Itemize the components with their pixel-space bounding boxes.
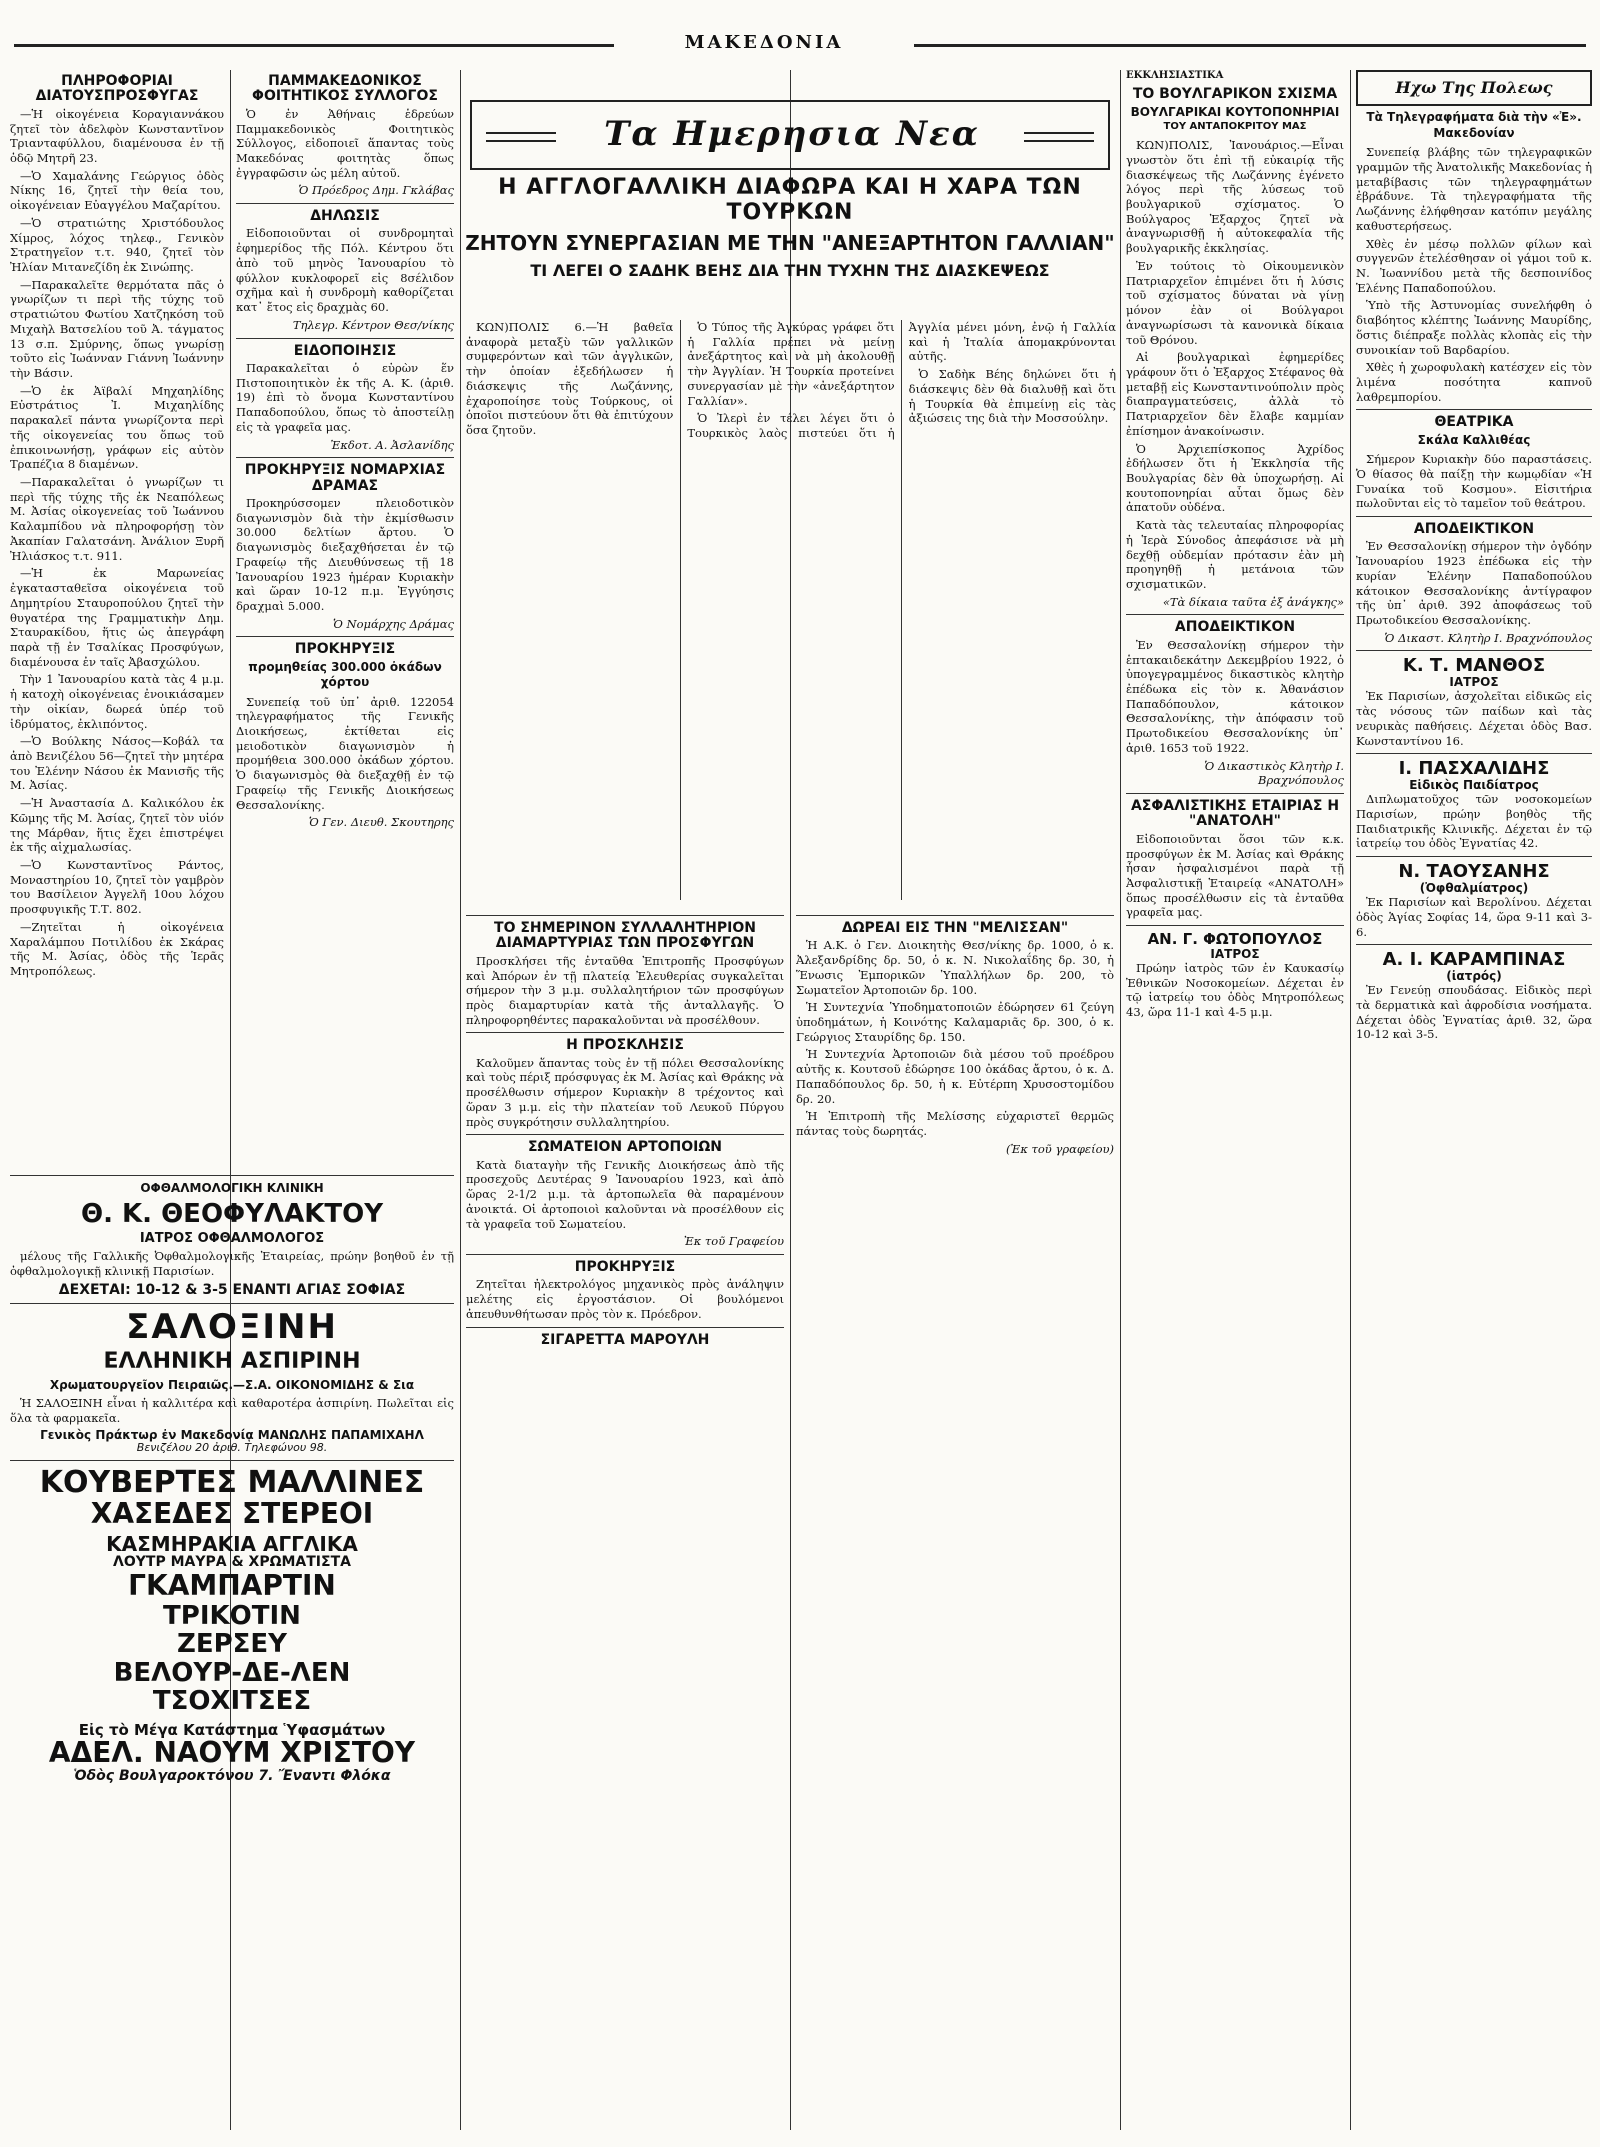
paragraph: Κατὰ τὰς τελευταίας πληροφορίας ἡ Ἱερὰ Σύνοδος ἀπεφάσισε νὰ μὴ δεχθῇ οὐδεμίαν πρότασιν ἐὰν μὴ προηγηθῇ ἡ μετάνοια τῶν σχισματικῶν. — [1126, 518, 1344, 592]
ad-blankets: ΛΟΥΤΡ ΜΑΥΡΑ & ΧΡΩΜΑΤΙΣΤΑ — [113, 1554, 351, 1571]
main-headline — [460, 175, 1120, 280]
ad-doctor-name: Ι. ΠΑΣΧΑΛΙΔΗΣ — [1398, 758, 1550, 780]
column-notices — [236, 70, 454, 1160]
column-rule — [1350, 70, 1351, 2130]
paragraph: ΚΩΝ)ΠΟΛΙΣ, Ἰανουάριος.—Εἶναι γνωστὸν ὅτι ἐπὶ τῇ εὐκαιρίᾳ τῆς διασκέψεως τῆς Λωζάννης ἐγένετο λόγος περὶ τῆς λύσεως τοῦ βουλγαρικοῦ σχίσματος. Ὁ Βούλγαρος Ἐξαρχος ζητεῖ νὰ ἀναγνωρισθῇ ἡ αὐτοκεφαλία τῆς βουλγαρικῆς ἐκκλησίας. — [1126, 138, 1344, 256]
section-title: ΔΩΡΕΑΙ ΕΙΣ ΤΗΝ "ΜΕΛΙΣΣΑΝ" — [841, 920, 1069, 936]
paragraph: —Παρακαλεῖται ὁ γνωρίζων τι περὶ τῆς τύχης τῆς ἐκ Νεαπόλεως Μ. Ἀσίας οἰκογενείας τοῦ Ἰωάννου Καλαμπίδου νὰ πληροφορήσῃ τὸν Ἀκαπίαν Γαλατσάνη. Ἀνάλιον Ξυρῆ Ἠλιάσκος τ.τ. 911. — [10, 475, 224, 563]
section-banner: Ηχω Της Πολεως — [1356, 70, 1592, 106]
paragraph: —Παρακαλεῖτε θερμότατα πᾶς ὁ γνωρίζων τι περὶ τῆς τύχης τοῦ στρατιώτου Φωτίου Χατζηκόση τοῦ Μιχαὴλ Βατσελίου τοῦ Ἀ. τάγματος 13 σ.π. Σμύρνης, ὅπως γνωρίσῃ τοῦτο εἰς Ἰωάνναν Γιάννη Ἰωάννην τὴν Βάσιν. — [10, 277, 224, 380]
paragraph: —Ἡ ἐκ Μαρωνείας ἐγκατασταθεῖσα οἰκογένεια τοῦ Δημητρίου Σταυροπούλου ζητεῖ τὴν θυγατέρα της Γραμματικὴν Δημ. Σταυρακίδου, ἥτις ὡς ἀπεγράφη παρὰ τῇ ἐν Τσαλίκας Προσφύγων, διαμένουσα ἐν ταῖς Ἀβασχώλου. — [10, 566, 224, 669]
section-title: ΠΛΗΡΟΦΟΡΙΑΙ ΔΙΑΤΟΥΣΠΡΟΣΦΥΓΑΣ — [35, 73, 199, 105]
section-label: ΕΚΚΛΗΣΙΑΣΤΙΚΑ — [1126, 70, 1224, 81]
section-title: ΣΩΜΑΤΕΙΟΝ ΑΡΤΟΠΟΙΩΝ — [527, 1139, 723, 1156]
paragraph: Σήμερον Κυριακὴν δύο παραστάσεις. Ὁ θίασος θὰ παίξῃ τὴν κωμῳδίαν «Ἡ Γυναίκα τοῦ Κοσμου». Εἰσιτήρια πωλοῦνται εἰς τὸ ταμεῖον τοῦ θεάτρου. — [1356, 452, 1592, 511]
section-title: ΑΠΟΔΕΙΚΤΙΚΟΝ — [1413, 521, 1535, 538]
signature: Ἐκ τοῦ Γραφείου — [683, 1234, 784, 1249]
paragraph: Ὁ Τύπος τῆς Ἀγκύρας γράφει ὅτι ἡ Γαλλία πρέπει νὰ μείνῃ ἀνεξάρτητος καὶ νὰ μὴ ἀκολουθῇ τὴν Ἀγγλίαν. Ἡ Τουρκία προτείνει συνεργασίαν μὲ τὴν «ἀνεξάρτητον Γαλλίαν». — [687, 320, 895, 408]
signature: Ὁ Δικαστ. Κλητὴρ Ι. Βραχνόπουλος — [1384, 630, 1592, 645]
ornament — [1024, 132, 1094, 142]
signature: Ὁ Γεν. Διευθ. Σκουτηρης — [308, 815, 454, 830]
paragraph: ΚΩΝ)ΠΟΛΙΣ 6.—Ἡ βαθεῖα ἀναφορὰ μεταξὺ τῶν γαλλικῶν συμφερόντων καὶ τῶν ἀγγλικῶν, τὴν ὁποίαν ἐξεδήλωσεν ἡ διάσκεψις τῆς Λωζάννης, ἐχαροποίησε τοὺς Τούρκους, οἱ ὁποῖοι πιστεύουν ὅτι θὰ ἐπιτύχουν ὅσα ζητοῦν. — [466, 320, 674, 438]
ad-doctor-text: μέλους τῆς Γαλλικῆς Ὀφθαλμολογικῆς Ἑταιρείας, πρώην βοηθοῦ ἐν τῇ ὀφθαλμολογικῇ κλινικῇ Παρισίων. — [10, 1249, 454, 1278]
section-title: ΤΟ ΣΗΜΕΡΙΝΟΝ ΣΥΛΛΑΛΗΤΗΡΙΟΝ ΔΙΑΜΑΡΤΥΡΙΑΣ ΤΩΝ ΠΡΟΣΦΥΓΩΝ — [494, 920, 756, 952]
ad-doctor-title: Εἰδικὸς Παιδίατρος — [1409, 778, 1539, 793]
paragraph: —Ὁ Βούλκης Νάσος—Κοβάλ τα ἀπὸ Βενιζέλου 56—ζητεῖ τὴν μητέρα του Ἐλένην Νάσου ἐκ Μανισῆς τῆς Μ. Ἀσίας. — [10, 734, 224, 793]
section-title: ΔΗΛΩΣΙΣ — [310, 208, 380, 225]
section-title: ΠΡΟΚΗΡΥΞΙΣ — [294, 641, 396, 658]
paragraph: Ἡ Συντεχνία Ἀρτοποιῶν διὰ μέσου τοῦ προέδρου αὐτῆς κ. Κουτσοῦ ἐδώρησε 100 ὀκάδας ἄρτου, ὁ κ. Δ. Παπαδόπουλος δρ. 50, ἡ κ. Εὐτέρπη Χρυσοστομίδου δρ. 20. — [796, 1047, 1114, 1106]
headline-main: Η ΑΓΓΛΟΓΑΛΛΙΚΗ ΔΙΑΦΩΡΑ ΚΑΙ Η ΧΑΡΑ ΤΩΝ ΤΟΥΡΚΩΝ — [498, 175, 1082, 225]
paragraph: Χθὲς ἡ χωροφυλακὴ κατέσχεν εἰς τὸν λιμένα ποσότητα καπνοῦ λαθρεμπορίου. — [1356, 360, 1592, 404]
paragraph: Αἱ βουλγαρικαὶ ἐφημερίδες γράφουν ὅτι ὁ Ἐξαρχος Στέφανος θὰ μεταβῇ εἰς Κωνσταντινούπολιν πρὸς διαπραγματεύσεις, ἀλλὰ τὸ Πατριαρχεῖον δὲν ἔλαβε καμμίαν ἐπίσημον ἀνακοίνωσιν. — [1126, 350, 1344, 438]
ad-owner: ΑΔΕΛ. ΝΑΟΥΜ ΧΡΙΣΤΟΥ — [48, 1736, 416, 1770]
paragraph: Πρώην ἰατρὸς τῶν ἐν Καυκασίῳ Ἐθνικῶν Νοσοκομείων. Δέχεται ἐν τῷ ἰατρείῳ του ὁδὸς Μητροπόλεως 43, ὥρα 11-1 καὶ 4-5 μ.μ. — [1126, 960, 1344, 1019]
column-rule — [1120, 70, 1121, 2130]
ornament — [486, 132, 556, 142]
column-ecclesiastical — [1126, 70, 1344, 2130]
signature: Ὁ Νομάρχης Δράμας — [333, 616, 454, 631]
paragraph: Συνεπείᾳ τοῦ ὑπ᾽ ἀριθ. 122054 τηλεγραφήματος τῆς Γενικῆς Διοικήσεως, ἐκτίθεται εἰς μειοδοτικὸν διαγωνισμὸν ἡ προμήθεια 300.000 ὀκάδων χόρτου. Ὁ διαγωνισμὸς θὰ διεξαχθῇ ἐν τῷ Γραφείῳ τῆς Γενικῆς Διοικήσεως Θεσσαλονίκης. — [236, 694, 454, 812]
section-title: ΘΕΑΤΡΙΚΑ — [1434, 414, 1514, 431]
section-title: ΑΠΟΔΕΙΚΤΙΚΟΝ — [1174, 619, 1296, 636]
section-title: ΕΙΔΟΠΟΙΗΣΙΣ — [293, 342, 397, 359]
ad-owner-address: Ὁδὸς Βουλγαροκτόνου 7. Ἔναντι Φλόκα — [73, 1768, 391, 1785]
section-title: ΠΑΜΜΑΚΕΔΟΝΙΚΟΣ ΦΟΙΤΗΤΙΚΟΣ ΣΥΛΛΟΓΟΣ — [252, 73, 438, 105]
ad-factory: Χρωματουργεῖον Πειραιῶς.—Σ.Α. ΟΙΚΟΝΟΜΙΔΗΣ & Σια — [49, 1377, 415, 1392]
paragraph: Προσκλήσει τῆς ἐνταῦθα Ἐπιτροπῆς Προσφύγων καὶ Ἀπόρων ἐν τῇ πλατείᾳ Ἐλευθερίας συγκαλεῖται σήμερον τὴν 3 μ.μ. συλλαλητήριον τῶν προσφύγων πρὸς διαμαρτυρίαν κατὰ τῆς ἀνταλλαγῆς. Ὁ πληροφορηθέντες παρακαλοῦνται νὰ προσέλθουν. — [466, 953, 784, 1027]
signature: Ὁ Δικαστικὸς Κλητὴρ Ι. Βραχνόπουλος — [1204, 758, 1344, 788]
section-subtitle: Σκάλα Καλλιθέας — [1417, 432, 1531, 447]
section-title: ΑΣΦΑΛΙΣΤΙΚΗΣ ΕΤΑΙΡΙΑΣ Η "ΑΝΑΤΟΛΗ" — [1130, 798, 1340, 830]
ad-doctor-title: ΙΑΤΡΟΣ — [1449, 675, 1499, 690]
section-subtitle: Τὰ Τηλεγραφήματα διὰ τὴν «Ἐ». Μακεδονίαν — [1366, 110, 1582, 140]
ad-aspirini: ΕΛΛΗΝΙΚΗ ΑΣΠΙΡΙΝΗ — [103, 1349, 361, 1375]
paragraph: Ἡ Ἐπιτροπὴ τῆς Μελίσσης εὐχαριστεῖ θερμῶς πάντας τοὺς δωρητάς. — [796, 1109, 1114, 1139]
paragraph: —Ὁ Χαμαλάνης Γεώργιος ὁδὸς Νίκης 16, ζητεῖ τὴν θεία του, οἰκογένειαν Εὐαγγέλου Μαζαρίτου. — [10, 168, 224, 213]
column-city-echo — [1356, 70, 1592, 2130]
advertisements-left — [10, 1170, 454, 2140]
paragraph: Ἐν Γενεύῃ σπουδάσας. Εἰδικὸς περὶ τὰ δερματικὰ καὶ ἀφροδίσια νοσήματα. Δέχεται ὁδὸς Ἐγνατίας ἀριθ. 32, ὥρα 10-12 καὶ 3-5. — [1356, 983, 1592, 1042]
ad-saloxini: ΣΑΛΟΞΙΝΗ — [126, 1307, 338, 1348]
signature: Ἐκδοτ. Α. Ἀσλανίδης — [330, 437, 454, 452]
section-title: ΠΡΟΚΗΡΥΞΙΣ ΝΟΜΑΡΧΙΑΣ ΔΡΑΜΑΣ — [244, 462, 446, 494]
ad-doctor-name: ΑΝ. Γ. ΦΩΤΟΠΟΥΛΟΣ — [1147, 930, 1323, 949]
paragraph: Εἰδοποιοῦνται ὅσοι τῶν κ.κ. προσφύγων ἐκ Μ. Ἀσίας καὶ Θράκης ἦσαν ἠσφαλισμένοι παρὰ τῇ Ἀσφαλιστικῇ Ἑταιρείᾳ «ΑΝΑΤΟΛΗ» ὅπως προσέλθωσιν εἰς τὰ ἐνταῦθα γραφεῖα μας. — [1126, 831, 1344, 920]
column-center-left — [466, 910, 784, 2135]
ad-store: Εἰς τὸ Μέγα Κατάστημα Ὑφασμάτων — [78, 1720, 386, 1739]
ad-blankets: ΚΑΣΜΗΡΑΚΙΑ ΑΓΓΛΙΚΑ — [106, 1532, 358, 1557]
paragraph: Ἐν Θεσσαλονίκῃ σήμερον τὴν ἑπτακαιδεκάτην Δεκεμβρίου 1922, ὁ ὑπογεγραμμένος δικαστικὸς κλητὴρ ἐπέδωκα εἰς τὸν κ. Ἀθανάσιον Παπαδόπουλον, κάτοικον Θεσσαλονίκης, τὴν ἀπόφασιν τοῦ Πρωτοδικείου Θεσσαλονίκης ὑπ᾽ ἀριθ. 1653 τοῦ 1922. — [1126, 637, 1344, 755]
ad-blankets: ΤΡΙΚΟΤΙΝ — [163, 1600, 301, 1631]
ad-clinic-label: ΟΦΘΑΛΜΟΛΟΓΙΚΗ ΚΛΙΝΙΚΗ — [140, 1181, 324, 1195]
section-title: Η ΠΡΟΣΚΛΗΣΙΣ — [566, 1037, 684, 1054]
section-title: ΠΡΟΚΗΡΥΞΙΣ — [574, 1259, 676, 1276]
ad-agent-address: Βενιζέλου 20 ἀριθ. Τηλεφώνου 98. — [136, 1441, 328, 1455]
ad-doctor-name: Α. Ι. ΚΑΡΑΜΠΙΝΑΣ — [1382, 949, 1566, 971]
paragraph: Τὴν 1 Ἰανουαρίου κατὰ τὰς 4 μ.μ. ἡ κατοχὴ οἰκογένειας ἐνοικιάσαμεν τὴν οἰκίαν, δωρεά ὑπέρ τοῦ ἰδρύματος, ἐκλιπόντος. — [10, 672, 224, 731]
signature: Τηλεγρ. Κέντρον Θεσ/νίκης — [292, 317, 454, 332]
paragraph: Ἐν Θεσσαλονίκῃ σήμερον τὴν ὀγδόην Ἰανουαρίου 1923 ἐπέδωκα εἰς τὴν κυρίαν Ἑλένην Παπαδοπούλου κάτοικον Θεσσαλονίκης ἀντίγραφον τῆς ὑπ᾽ ἀριθ. 392 ἀποφάσεως τοῦ Πρωτοδικείου Θεσσαλονίκης. — [1356, 539, 1592, 628]
paragraph: Ὁ ἐν Ἀθήναις ἑδρεύων Παμμακεδονικὸς Φοιτητικὸς Σύλλογος, εἰδοποιεῖ ἅπαντας τοὺς Μακεδόνας φοιτητὰς ὅπως ἐγγραφῶσιν ὡς μέλη αὐτοῦ. — [236, 106, 454, 180]
paragraph: Χθὲς ἐν μέσῳ πολλῶν φίλων καὶ συγγενῶν ἐτελέσθησαν οἱ γάμοι τοῦ κ. Ν. Ἰωαννίδου μετὰ τῆς δεσποινίδος Ἑλένης Παπαδοπούλου. — [1356, 236, 1592, 295]
ad-aspirini-text: Ἡ ΣΑΛΟΞΙΝΗ εἶναι ἡ καλλιτέρα καὶ καθαροτέρα ἀσπιρίνη. Πωλεῖται εἰς ὅλα τὰ φαρμακεῖα. — [10, 1395, 454, 1425]
ad-hours: ΔΕΧΕΤΑΙ: 10-12 & 3-5 ΕΝΑΝΤΙ ΑΓΙΑΣ ΣΟΦΙΑΣ — [58, 1281, 406, 1298]
paragraph: Ὁ Ἀρχιεπίσκοπος Ἀχρίδος ἐδήλωσεν ὅτι ἡ Ἐκκλησία τῆς Βουλγαρίας δὲν θὰ ὑποχωρήσῃ. Αἱ κουτοπονηρίαι αὗται ὅμως δὲν ἀπατοῦν οὐδένα. — [1126, 441, 1344, 515]
column-rule — [460, 70, 461, 2130]
headline-sub: ΖΗΤΟΥΝ ΣΥΝΕΡΓΑΣΙΑΝ ΜΕ ΤΗΝ "ΑΝΕΞΑΡΤΗΤΟΝ ΓΑΛΛΙΑΝ" — [465, 231, 1115, 255]
ad-agent: Γενικὸς Πράκτωρ ἐν Μακεδονίᾳ ΜΑΝΩΛΗΣ ΠΑΠΑΜΙΧΑΗΛ — [40, 1428, 424, 1443]
paragraph: Ἐν τούτοις τὸ Οἰκουμενικὸν Πατριαρχεῖον ἐπιμένει ὅτι ἡ λύσις τοῦ σχίσματος δύναται νὰ γίνῃ μόνον ἐὰν οἱ Βούλγαροι ἀναγνωρίσωσι τὰ κανονικὰ δίκαια τοῦ Θρόνου. — [1126, 258, 1344, 347]
paragraph: —Ἡ οἰκογένεια Κοραγιαννάκου ζητεῖ τὸν ἀδελφὸν Κωνσταντῖνον Τριανταφύλλου, διαμένουσα ἐν τῇ ὁδῷ Μητρῆ 23. — [10, 106, 224, 165]
paragraph: Καλοῦμεν ἅπαντας τοὺς ἐν τῇ πόλει Θεσσαλονίκης καὶ τοὺς πέριξ πρόσφυγας ἐκ Μ. Ἀσίας καὶ Θράκης νὰ προσέλθωσιν σήμερον Κυριακὴν 8 τρέχοντος καὶ ὥραν 3 μ.μ. εἰς τὴν πλατείαν τοῦ Λευκοῦ Πύργου πρὸς συγκρότησιν συλλαλητηρίου. — [466, 1055, 784, 1129]
section-subtitle: προμηθείας 300.000 ὀκάδων χόρτου — [248, 659, 442, 690]
ad-blankets: ΓΚΑΜΠΑΡΤΙΝ — [128, 1568, 336, 1602]
ad-blankets: ΧΑΣΕΔΕΣ ΣΤΕΡΕΟΙ — [90, 1496, 374, 1530]
paragraph: —Ὁ ἐκ Ἀϊβαλί Μηχαηλίδης Εὐστράτιος Ἰ. Μιχαηλίδης παρακαλεῖ πάντα γνωρίζοντα περὶ τῆς οἰκογενείας του ὅπως τοῦ ἐπικοινωνήσῃ, γράφων εἰς αὐτὸν Τραπέζια 8 διαμένων. — [10, 383, 224, 472]
main-story — [466, 320, 1116, 900]
section-title: ΣΙΓΑΡΕΤΤΑ ΜΑΡΟΥΛΗ — [540, 1331, 710, 1348]
paragraph: Ὁ Ἰλερὶ ἐν τέλει λέγει ὅτι ὁ Τουρκικὸς λαὸς πιστεύει ὅτι ἡ Ἀγγλία μένει μόνη, ἐνῷ ἡ Γαλλία καὶ ἡ Ἰταλία ἀπομακρύνονται αὐτῆς. — [687, 320, 1116, 441]
paragraph: Ἡ Α.Κ. ὁ Γεν. Διοικητὴς Θεσ/νίκης δρ. 1000, ὁ κ. Ἀλεξανδρίδης δρ. 50, ὁ κ. Ν. Νικολαΐδης δρ. 30, ἡ Ἕνωσις Ἐμπορικῶν Ὑπαλλήλων δρ. 200, τὸ Σωματεῖον Ἀρτοποιῶν δρ. 100. — [796, 938, 1114, 997]
masthead-name: ΜΑΚΕΔΟΝΙΑ — [614, 32, 914, 53]
paragraph: Ὁ Σαδὴκ Βέης δηλώνει ὅτι ἡ διάσκεψις δὲν θὰ διαλυθῇ καὶ ὅτι ἡ Τουρκία θὰ ἐπιμείνῃ εἰς τὰς ἀξιώσεις της διὰ τὴν Μοσσούλην. — [908, 367, 1116, 426]
ad-doctor-title: ΙΑΤΡΟΣ — [1210, 946, 1260, 961]
ad-doctor-name: Ν. ΤΑΟΥΣΑΝΗΣ — [1398, 861, 1550, 883]
paragraph: Κατὰ διαταγὴν τῆς Γενικῆς Διοικήσεως ἀπὸ τῆς προσεχοῦς Δευτέρας 9 Ἰανουαρίου 1923, καὶ ἀπὸ ὥρας 2-1/2 μ.μ. τὰ ἀρτοπωλεῖα θὰ παραμένουν ἀνοικτά. Οἱ ἀρτοποιοὶ καλοῦνται νὰ προσέλθουν εἰς τὰ γραφεῖα τοῦ Σωματείου. — [466, 1157, 784, 1231]
ad-doctor-name: Κ. Τ. ΜΑΝΘΟΣ — [1402, 655, 1546, 677]
column-refugee-info — [10, 70, 224, 1160]
ad-doctor-name: Θ. Κ. ΘΕΟΦΥΛΑΚΤΟΥ — [80, 1199, 384, 1230]
headline-deck: ΤΙ ΛΕΓΕΙ Ο ΣΑΔΗΚ ΒΕΗΣ ΔΙΑ ΤΗΝ ΤΥΧΗΝ ΤΗΣ ΔΙΑΣΚΕΨΕΩΣ — [530, 261, 1050, 280]
ad-blankets: ΚΟΥΒΕΡΤΕΣ ΜΑΛΛΙΝΕΣ — [39, 1464, 425, 1500]
signature: (Ἐκ τοῦ γραφείου) — [1006, 1141, 1114, 1156]
section-banner — [470, 100, 1110, 170]
paragraph: Διπλωματοῦχος τῶν νοσοκομείων Παρισίων, πρώην βοηθὸς τῆς Παιδιατρικῆς Κλινικῆς. Δέχεται ἐν τῷ ἰατρείῳ του ὁδὸς Ἐγνατίας 42. — [1356, 792, 1592, 851]
ad-blankets: ΖΕΡΣΕΥ — [176, 1629, 288, 1660]
paragraph: Ζητεῖται ἠλεκτρολόγος μηχανικὸς πρὸς ἀνάληψιν μελέτης εἰς ἐργοστάσιον. Οἱ βουλόμενοι ἀπευθυνθήτωσαν πρὸς τὸν κ. Πρόεδρον. — [466, 1277, 784, 1321]
ad-doctor-title: (Ὀφθαλμίατρος) — [1419, 880, 1529, 895]
paragraph: —Ὁ Κωνσταντῖνος Ράντος, Μοναστηρίου 10, ζητεῖ τὸν γαμβρὸν του Βασίλειον Ἀγγελῆ 10ου λόχου προσφυγικῆς Τ.Τ. 802. — [10, 858, 224, 917]
section-subtitle: ΒΟΥΛΓΑΡΙΚΑΙ ΚΟΥΤΟΠΟΝΗΡΙΑΙ — [1130, 105, 1340, 120]
banner-title: Τα Ημερησια Νεα — [604, 114, 980, 154]
paragraph: Εἰδοποιοῦνται οἱ συνδρομηταὶ ἐφημερίδος τῆς Πόλ. Κέντρου ὅτι ἀπὸ τοῦ μηνὸς Ἰανουαρίου τὸ φύλλον κυκλοφορεῖ εἰς 8σέλιδον σχῆμα καὶ ἡ συνδρομὴ καθορίζεται κατ᾽ ἔτος εἰς δραχμὰς 60. — [236, 226, 454, 315]
section-title: ΤΟ ΒΟΥΛΓΑΡΙΚΟΝ ΣΧΙΣΜΑ — [1132, 85, 1338, 102]
column-donations — [796, 910, 1114, 2135]
paragraph: Ἡ Συντεχνία Ὑποδηματοποιῶν ἐδώρησεν 61 ζεύγη ὑποδημάτων, ἡ Κοινότης Καλαμαριᾶς δρ. 300, ὁ κ. Γεώργιος Σταυρίδης δρ. 150. — [796, 1000, 1114, 1044]
ad-blankets: ΒΕΛΟΥΡ-ΔΕ-ΛΕΝ — [113, 1657, 351, 1688]
paragraph: Ἐκ Παρισίων καὶ Βερολίνου. Δέχεται ὁδὸς Ἁγίας Σοφίας 14, ὥρα 9-11 καὶ 3-6. — [1356, 895, 1592, 939]
ad-doctor-title: ΙΑΤΡΟΣ ΟΦΘΑΛΜΟΛΟΓΟΣ — [139, 1230, 325, 1246]
paragraph: —Ὁ στρατιώτης Χριστόδουλος Χίμρος, λόχος τηλεφ., Γενικὸν Στρατηγεῖον τ.τ. 940, ζητεῖ τὸν Ἠλίαν Μιτανεζίδη ἐκ Σινώπης. — [10, 215, 224, 274]
byline: ΤΟΥ ΑΝΤΑΠΟΚΡΙΤΟΥ ΜΑΣ — [1163, 121, 1307, 133]
signature: «Τὰ δίκαια ταῦτα ἐξ ἀνάγκης» — [1162, 594, 1344, 609]
paragraph: Συνεπείᾳ βλάβης τῶν τηλεγραφικῶν γραμμῶν τῆς Ἀνατολικῆς Μακεδονίας ἡ μεταβίβασις τῶν τηλεγραφημάτων ἐβράδυνε. Τὰ τηλεγραφήματα τῆς Λωζάννης ἐλήφθησαν κατόπιν μεγάλης καθυστερήσεως. — [1356, 145, 1592, 233]
paragraph: Ἐκ Παρισίων, ἀσχολεῖται εἰδικῶς εἰς τὰς νόσους τῶν παίδων καὶ τὰς νευρικὰς παθήσεις. Δέχεται ὁδὸς Βασ. Κωνσταντίνου 16. — [1356, 689, 1592, 748]
paragraph: —Ζητεῖται ἡ οἰκογένεια Χαραλάμπου Ποτιλίδου ἐκ Σκάρας τῆς Μ. Ἀσίας, ὁδὸς τῆς Ἱερᾶς Μητροπόλεως. — [10, 919, 224, 979]
paragraph: Παρακαλεῖται ὁ εὑρὼν ἕν Πιστοποιητικὸν ἐκ τῆς Α. Κ. (ἀριθ. 19) ἐπὶ τὸ ὄνομα Κωνσταντίνου Παπαδοπούλου, ὅπως τὸ ἀποστείλῃ εἰς τὰ γραφεῖα μας. — [236, 360, 454, 434]
paragraph: Προκηρύσσομεν πλειοδοτικὸν διαγωνισμὸν διὰ τὴν ἐκμίσθωσιν 30.000 δελτίων ἄρτου. Ὁ διαγωνισμὸς διεξαχθήσεται ἐν τῷ Γραφείῳ τῆς Διευθύνσεως τῇ 18 Ἰανουαρίου 1923 ἡμέραν Κυριακὴν καὶ ὥραν 10-12 π.μ. Ἐγγύησις δραχμαὶ 5.000. — [236, 496, 454, 614]
paragraph: Ὑπὸ τῆς Ἀστυνομίας συνελήφθη ὁ διαβόητος κλέπτης Ἰωάννης Μαυρίδης, ὅστις διέπραξε πολλὰς κλοπὰς εἰς τὴν συνοικίαν τοῦ Βαρδαρίου. — [1356, 298, 1592, 357]
paragraph: —Ἡ Ἀναστασία Δ. Καλικόλου ἐκ Κῶμης τῆς Μ. Ἀσίας, ζητεῖ τὸν υἱόν της Μάρθαν, ἥτις ἔχει ἐπιστρέψει ἐκ τῆς αἰχμαλωσίας. — [10, 796, 224, 855]
masthead — [14, 30, 1586, 60]
ad-blankets: ΤΣΟΧΙΤΣΕΣ — [152, 1686, 312, 1717]
ad-doctor-title: (ἰατρός) — [1446, 969, 1502, 984]
signature: Ὁ Πρόεδρος Δημ. Γκλάβας — [298, 183, 454, 198]
